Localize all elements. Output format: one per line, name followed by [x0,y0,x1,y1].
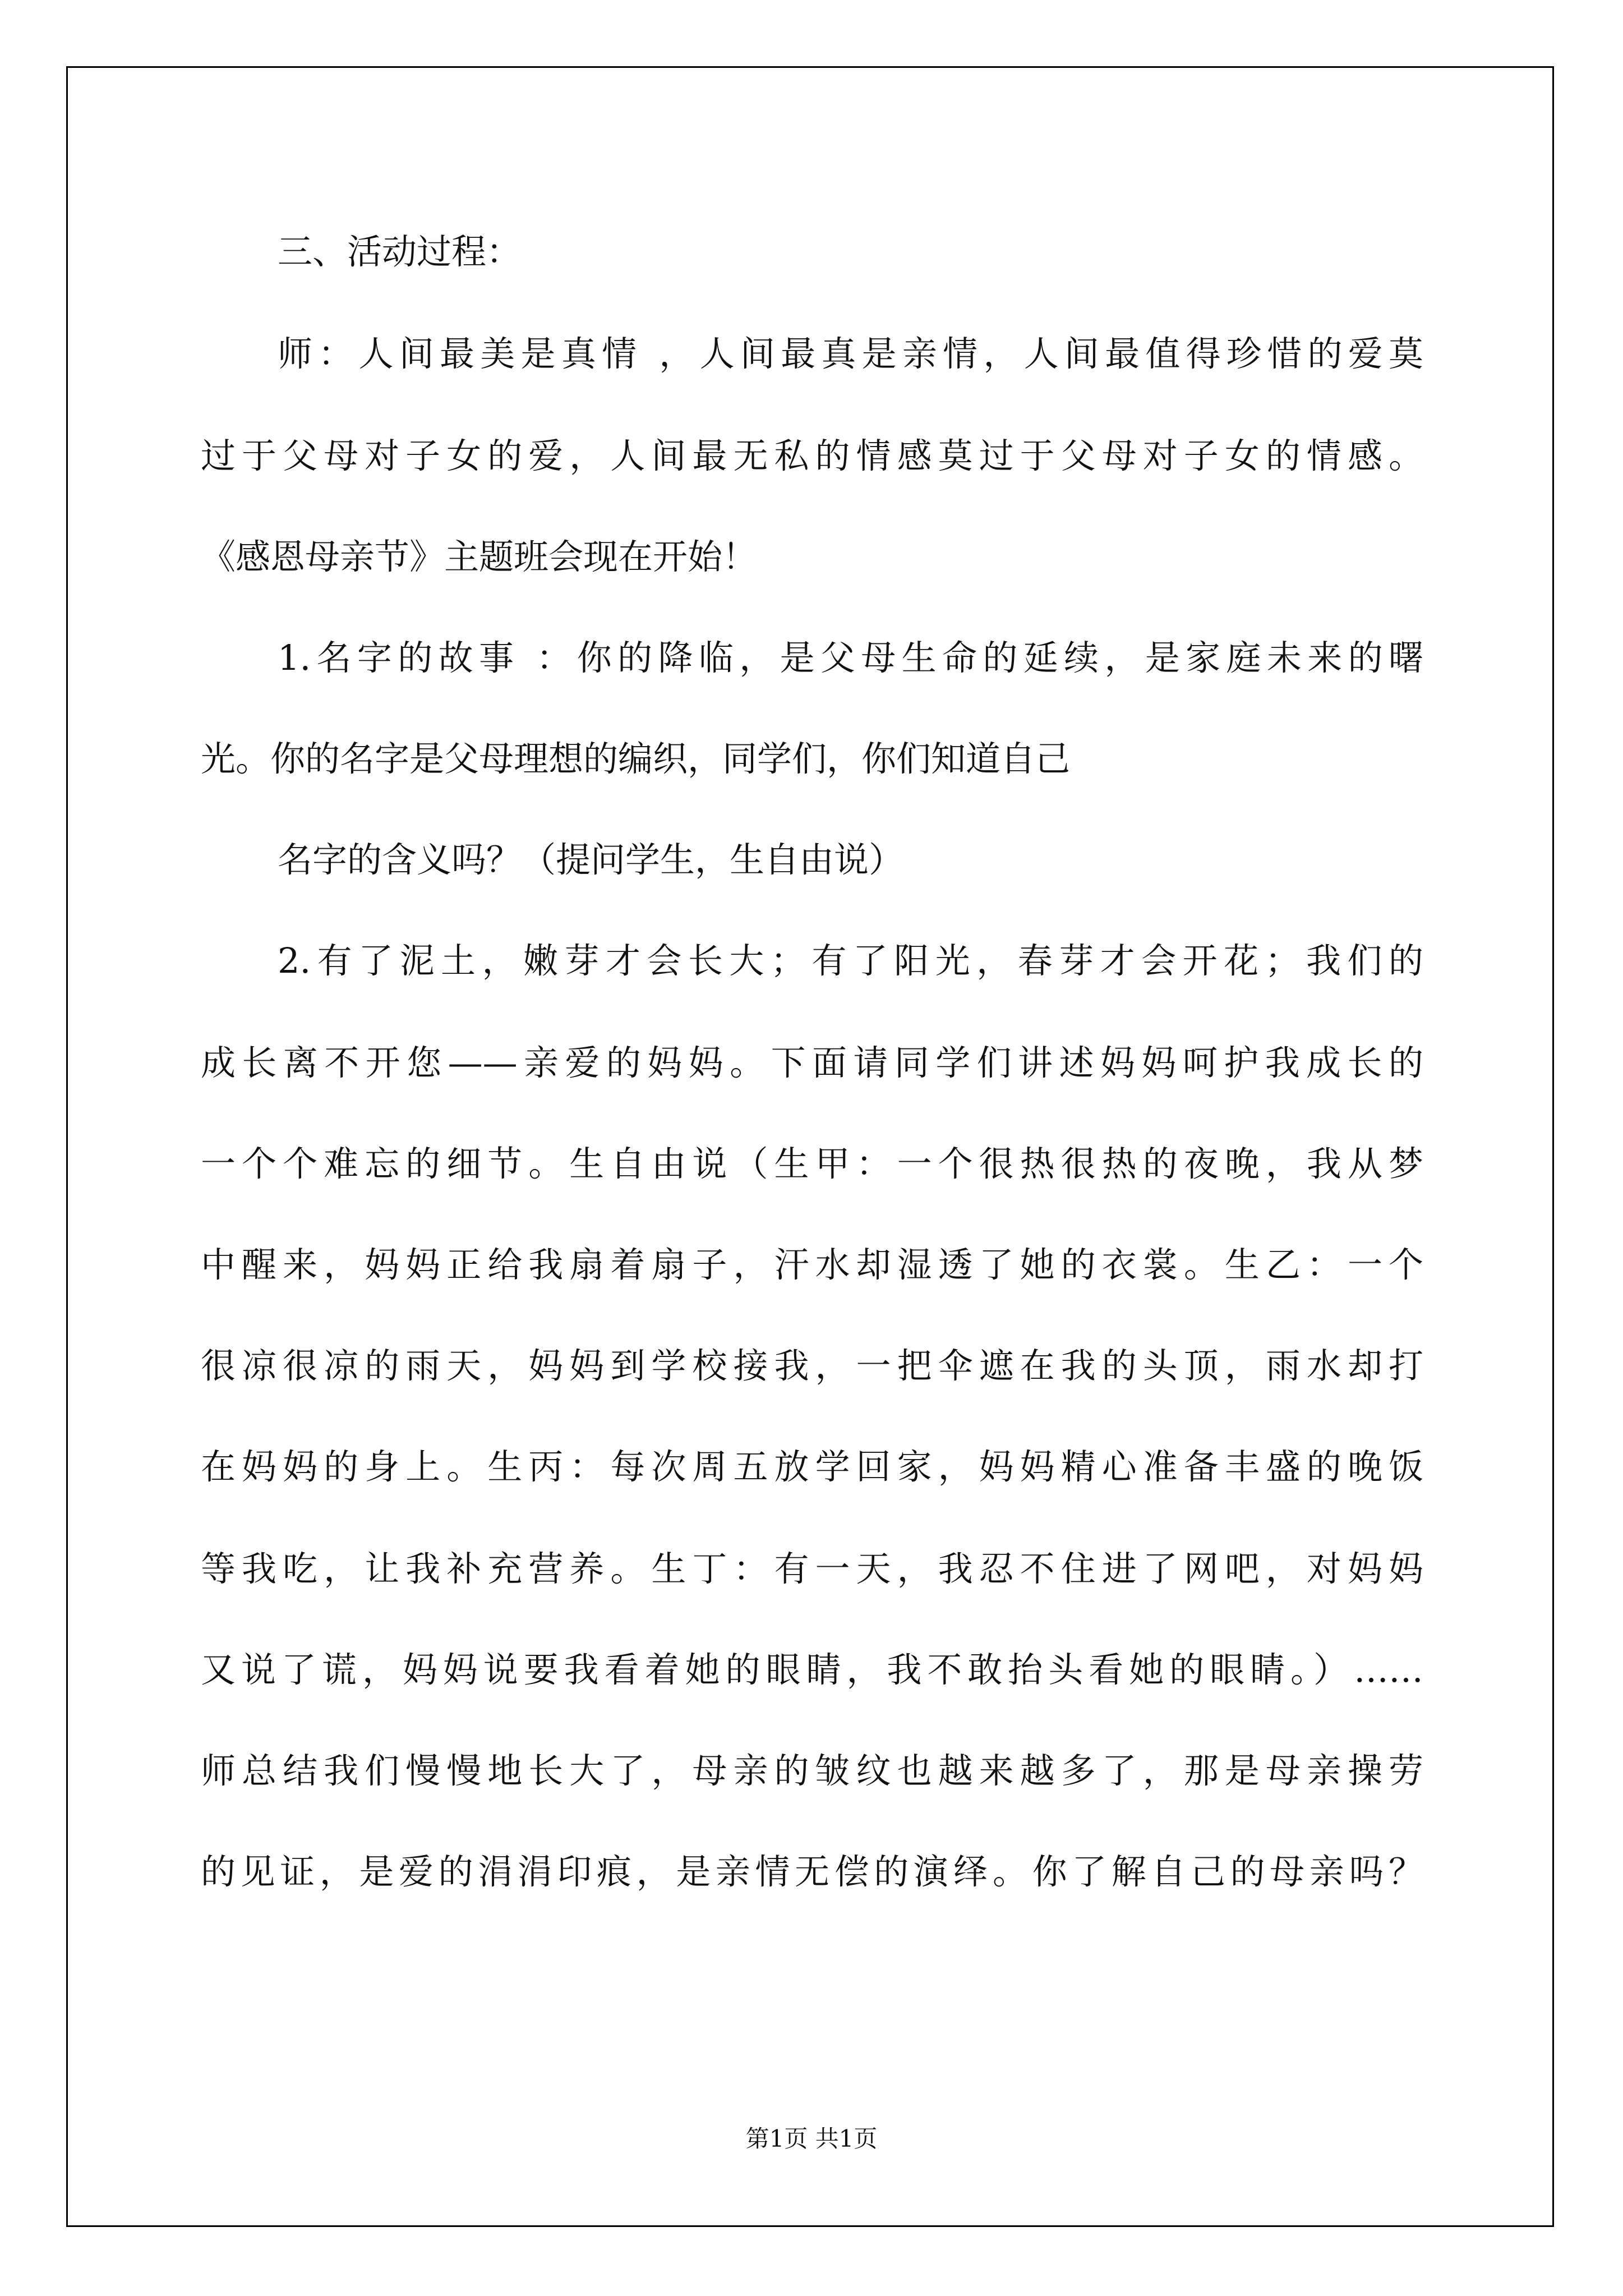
text-line-9: 成长离不开您——亲爱的妈妈。下面请同学们讲述妈妈呵护我成长的 [201,1042,1423,1083]
text-line-10: 一个个难忘的细节。生自由说（生甲：一个很热很热的夜晚，我从梦 [201,1143,1423,1184]
text-line-8: 2.有了泥土，嫩芽才会长大；有了阳光，春芽才会开花；我们的 [278,940,1423,981]
text-line-7: 名字的含义吗？（提问学生，生自由说） [278,839,904,880]
text-line-2: 师：人间最美是真情 ，人间最真是亲情，人间最值得珍惜的爱莫 [278,333,1423,374]
text-line-4: 《感恩母亲节》主题班会现在开始！ [201,536,758,577]
text-line-1: 三、活动过程： [278,231,522,272]
text-line-15: 又说了谎，妈妈说要我看着她的眼睛，我不敢抬头看她的眼睛。）…… [201,1649,1423,1690]
text-line-14: 等我吃，让我补充营养。生丁：有一天，我忍不住进了网吧，对妈妈 [201,1548,1423,1589]
text-line-3: 过于父母对子女的爱，人间最无私的情感莫过于父母对子女的情感。 [201,435,1423,476]
page-number-footer: 第1页 共1页 [745,2125,878,2152]
text-line-6: 光。你的名字是父母理想的编织，同学们，你们知道自己 [201,738,1071,779]
text-line-13: 在妈妈的身上。生丙：每次周五放学回家，妈妈精心准备丰盛的晚饭 [201,1446,1423,1487]
text-line-5: 1.名字的故事 ：你的降临，是父母生命的延续，是家庭未来的曙 [278,637,1423,678]
text-line-16: 师总结我们慢慢地长大了，母亲的皱纹也越来越多了，那是母亲操劳 [201,1750,1423,1791]
text-line-12: 很凉很凉的雨天，妈妈到学校接我，一把伞遮在我的头顶，雨水却打 [201,1345,1423,1386]
text-line-11: 中醒来，妈妈正给我扇着扇子，汗水却湿透了她的衣裳。生乙：一个 [201,1244,1423,1285]
text-line-17: 的见证，是爱的涓涓印痕，是亲情无偿的演绎。你了解自己的母亲吗？ [201,1851,1423,1892]
